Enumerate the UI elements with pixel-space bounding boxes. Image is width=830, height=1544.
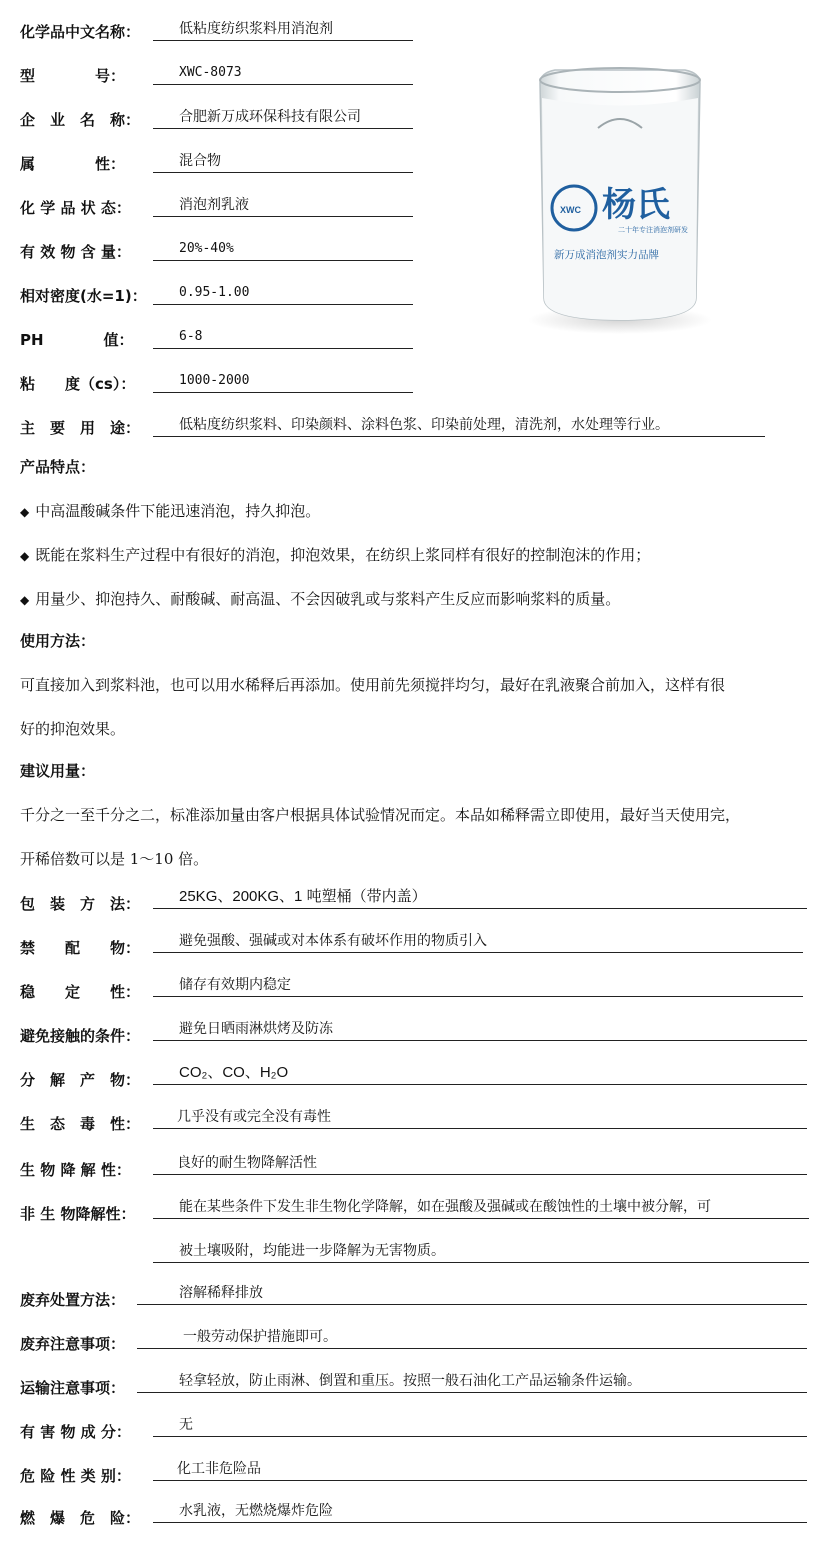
feature-text: 中高温酸碱条件下能迅速消泡，持久抑泡。 (35, 502, 321, 520)
field-density (20, 282, 147, 306)
field-value: 轻拿轻放，防止雨淋、倒置和重压。按照一般石油化工产品运输条件运输。 (137, 1371, 807, 1393)
field-label: 型 号： (20, 67, 126, 85)
brand-slogan: 新万成消泡剂实力品牌 (554, 249, 659, 261)
field-label: 生 物 降 解 性： (20, 1161, 131, 1179)
field-value: 低粘度纺织浆料用消泡剂 (153, 19, 413, 41)
diamond-bullet-icon: ◆ (20, 593, 30, 607)
field-value: CO₂、CO、H₂O (153, 1063, 807, 1085)
dosage-line: 开稀倍数可以是 1～10 倍。 (20, 850, 209, 868)
field-value: 良好的耐生物降解活性 (153, 1153, 807, 1175)
field-value: 20%-40% (153, 239, 413, 261)
usage-line: 可直接加入到浆料池，也可以用水稀释后再添加。使用前先须搅拌均匀，最好在乳液聚合前加入，这样有很 (20, 676, 726, 694)
field-hazard-class (20, 1462, 153, 1486)
dosage-title: 建议用量： (20, 762, 96, 780)
field-label: 运输注意事项： (20, 1379, 126, 1397)
field-stability (20, 978, 153, 1002)
dosage-line: 千分之一至千分之二，标准添加量由客户根据具体试验情况而定。本品如稀释需立即使用，最好当天使用完， (20, 806, 741, 824)
field-value: 低粘度纺织浆料、印染颜料、涂料色浆、印染前处理，清洗剂，水处理等行业。 (153, 415, 765, 437)
field-label: 有 效 物 含 量： (20, 243, 131, 261)
field-value: 溶解稀释排放 (137, 1283, 807, 1305)
field-packaging (20, 890, 153, 914)
field-label: 生 态 毒 性： (20, 1115, 141, 1133)
field-hazardous-components (20, 1418, 153, 1442)
diamond-bullet-icon: ◆ (20, 549, 30, 563)
field-model (20, 62, 153, 86)
brand-logo-text: XWC (560, 205, 581, 215)
field-label: 非 生 物降解性： (20, 1205, 136, 1223)
field-company (20, 106, 153, 130)
field-value: 储存有效期内稳定 (153, 975, 803, 997)
field-label: 包 装 方 法： (20, 895, 141, 913)
field-label: 化 学 品 状 态： (20, 199, 131, 217)
field-label: 避免接触的条件： (20, 1027, 141, 1045)
field-label: 禁 配 物： (20, 939, 141, 957)
brand-name: 杨氏 (602, 185, 670, 225)
field-label: PH 值： (20, 331, 134, 349)
field-value: 水乳液，无燃烧爆炸危险 (153, 1501, 807, 1523)
field-label: 有 害 物 成 分： (20, 1423, 131, 1441)
field-label: 主 要 用 途： (20, 419, 141, 437)
field-label: 燃 爆 危 险： (20, 1509, 141, 1527)
field-viscosity (20, 370, 135, 394)
field-value: 一般劳动保护措施即可。 (137, 1327, 807, 1349)
feature-text: 既能在浆料生产过程中有很好的消泡，抑泡效果，在纺织上浆同样有很好的控制泡沫的作用； (35, 546, 651, 564)
field-label: 分 解 产 物： (20, 1071, 141, 1089)
field-ph (20, 326, 153, 350)
field-label: 企 业 名 称： (20, 111, 141, 129)
field-label: 相对密度(水=1)： (20, 287, 147, 305)
field-value: 避免强酸、强碱或对本体系有破坏作用的物质引入 (153, 931, 803, 953)
field-label: 废弃处置方法： (20, 1291, 126, 1309)
field-incompatible (20, 934, 153, 958)
field-transport-notes (20, 1374, 125, 1398)
field-value: 几乎没有或完全没有毒性 (153, 1107, 807, 1129)
field-label: 属 性： (20, 155, 126, 173)
feature-item (20, 544, 650, 565)
field-value: XWC-8073 (153, 63, 413, 85)
field-value: 合肥新万成环保科技有限公司 (153, 107, 413, 129)
field-value: 0.95-1.00 (153, 283, 413, 305)
brand-subtitle: 二十年专注消泡剂研发 (618, 226, 688, 234)
feature-item (20, 588, 620, 609)
field-label: 废弃注意事项： (20, 1335, 126, 1353)
field-usage (20, 414, 153, 438)
field-value: 6-8 (153, 327, 413, 349)
field-value: 避免日晒雨淋烘烤及防冻 (153, 1019, 807, 1041)
field-value: 无 (153, 1415, 807, 1437)
field-value-continued: 被土壤吸附，均能进一步降解为无害物质。 (153, 1241, 809, 1263)
field-property (20, 150, 153, 174)
field-value: 化工非危险品 (153, 1459, 807, 1481)
field-disposal-notes (20, 1330, 125, 1354)
field-label: 稳 定 性： (20, 983, 141, 1001)
field-decomposition (20, 1066, 153, 1090)
field-value: 消泡剂乳液 (153, 195, 413, 217)
field-label: 粘 度（cs）： (20, 375, 136, 393)
field-content (20, 238, 153, 262)
field-abiotic-degradability (20, 1200, 153, 1224)
field-chinese-name (20, 18, 140, 42)
field-value: 1000-2000 (153, 371, 413, 393)
field-label: 危 险 性 类 别： (20, 1467, 131, 1485)
product-beaker-image (520, 58, 720, 348)
beaker-illustration (520, 58, 720, 348)
field-value: 混合物 (153, 151, 413, 173)
field-explosion-hazard (20, 1504, 153, 1528)
field-disposal-method (20, 1286, 125, 1310)
field-state (20, 194, 153, 218)
feature-item (20, 500, 320, 521)
field-value: 能在某些条件下发生非生物化学降解，如在强酸及强碱或在酸蚀性的土壤中被分解，可 (153, 1197, 809, 1219)
diamond-bullet-icon: ◆ (20, 505, 30, 519)
feature-text: 用量少、抑泡持久、耐酸碱、耐高温、不会因破乳或与浆料产生反应而影响浆料的质量。 (35, 590, 621, 608)
field-avoid-conditions (20, 1022, 140, 1046)
usage-line: 好的抑泡效果。 (20, 720, 126, 738)
field-value: 25KG、200KG、1 吨塑桶（带内盖） (153, 887, 807, 909)
usage-title: 使用方法： (20, 632, 96, 650)
features-title: 产品特点： (20, 458, 96, 476)
field-biodegradability (20, 1156, 153, 1180)
field-ecotoxicity (20, 1110, 153, 1134)
field-label: 化学品中文名称： (20, 23, 141, 41)
